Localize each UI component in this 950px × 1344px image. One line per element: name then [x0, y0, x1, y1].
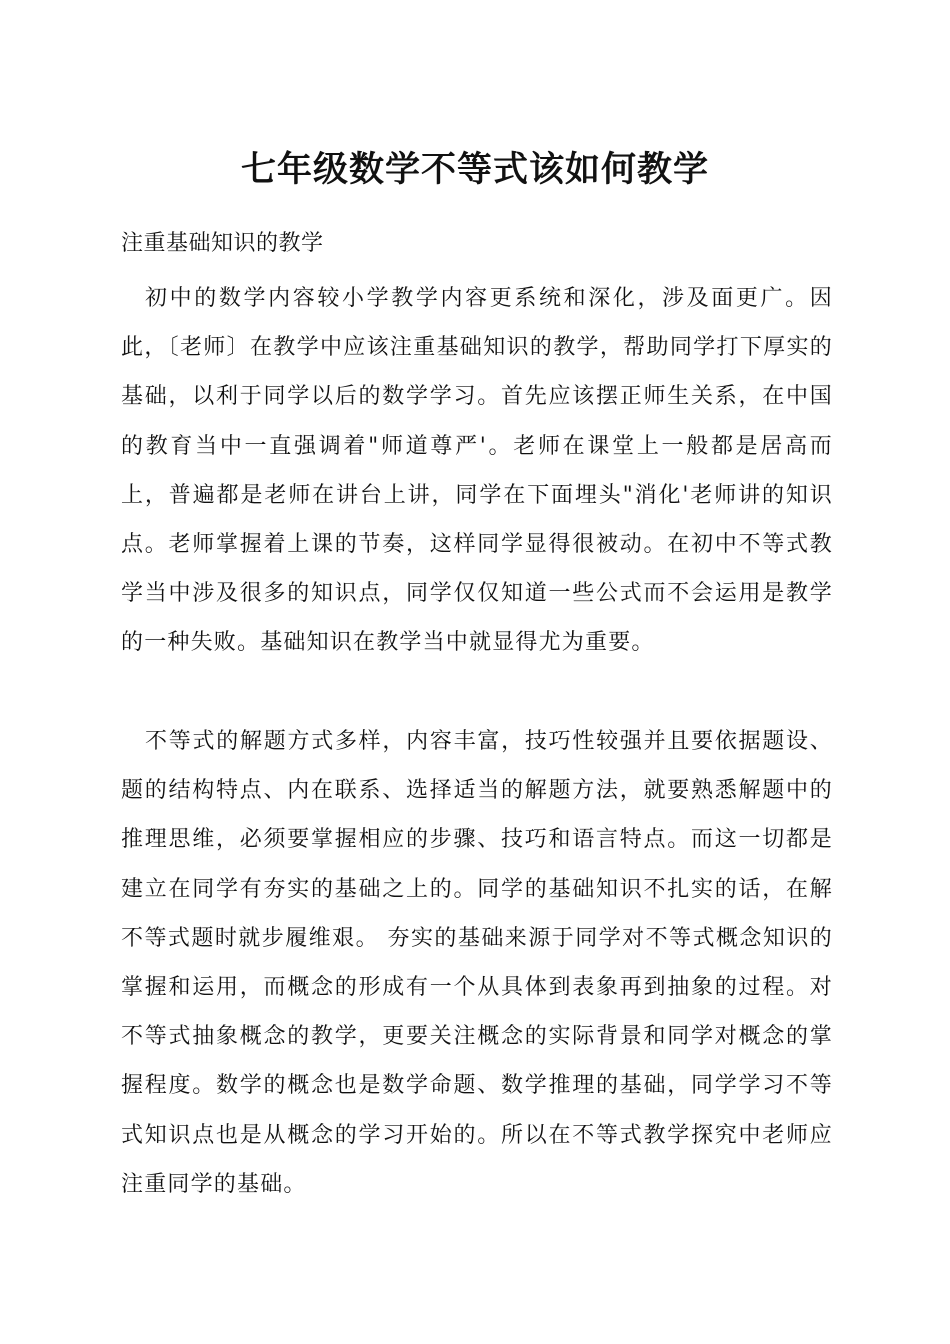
document-title: 七年级数学不等式该如何教学 — [240, 149, 709, 190]
paragraph-1: 初中的数学内容较小学教学内容更系统和深化，涉及面更广。因此，〔老师〕在教学中应该注重基础知识的教学，帮助同学打下厚实的基础，以利于同学以后的数学学习。首先应该摆正师生关系，在中国的教育当中一直强调着"师道尊严'。老师在课堂上一般都是居高而上，普遍都是老师在讲台上讲，同学在下面埋头"消化'老师讲的知识点。老师掌握着上课的节奏，这样同学显得很被动。在初中不等式教学当中涉及很多的知识点，同学仅仅知道一些公式而不会运用是教学的一种失败。基础知识在教学当中就显得尤为重要。 — [121, 286, 833, 656]
section-heading: 注重基础知识的教学 — [121, 231, 324, 256]
paragraph-2: 不等式的解题方式多样，内容丰富，技巧性较强并且要依据题设、题的结构特点、内在联系、选择适当的解题方法，就要熟悉解题中的推理思维，必须要掌握相应的步骤、技巧和语言特点。而这一切都是建立在同学有夯实的基础之上的。同学的基础知识不扎实的话，在解不等式题时就步履维艰。 夯实的基础来源于同学对不等式概念知识的掌握和运用，而概念的形成有一个从具体到表象再到抽象的过程。对不等式抽象概念的教学，更要关注概念的实际背景和同学对概念的掌握程度。数学的概念也是数学命题、数学推理的基础，同学学习不等式知识点也是从概念的学习开始的。所以在不等式教学探究中老师应注重同学的基础。 — [121, 729, 833, 1197]
